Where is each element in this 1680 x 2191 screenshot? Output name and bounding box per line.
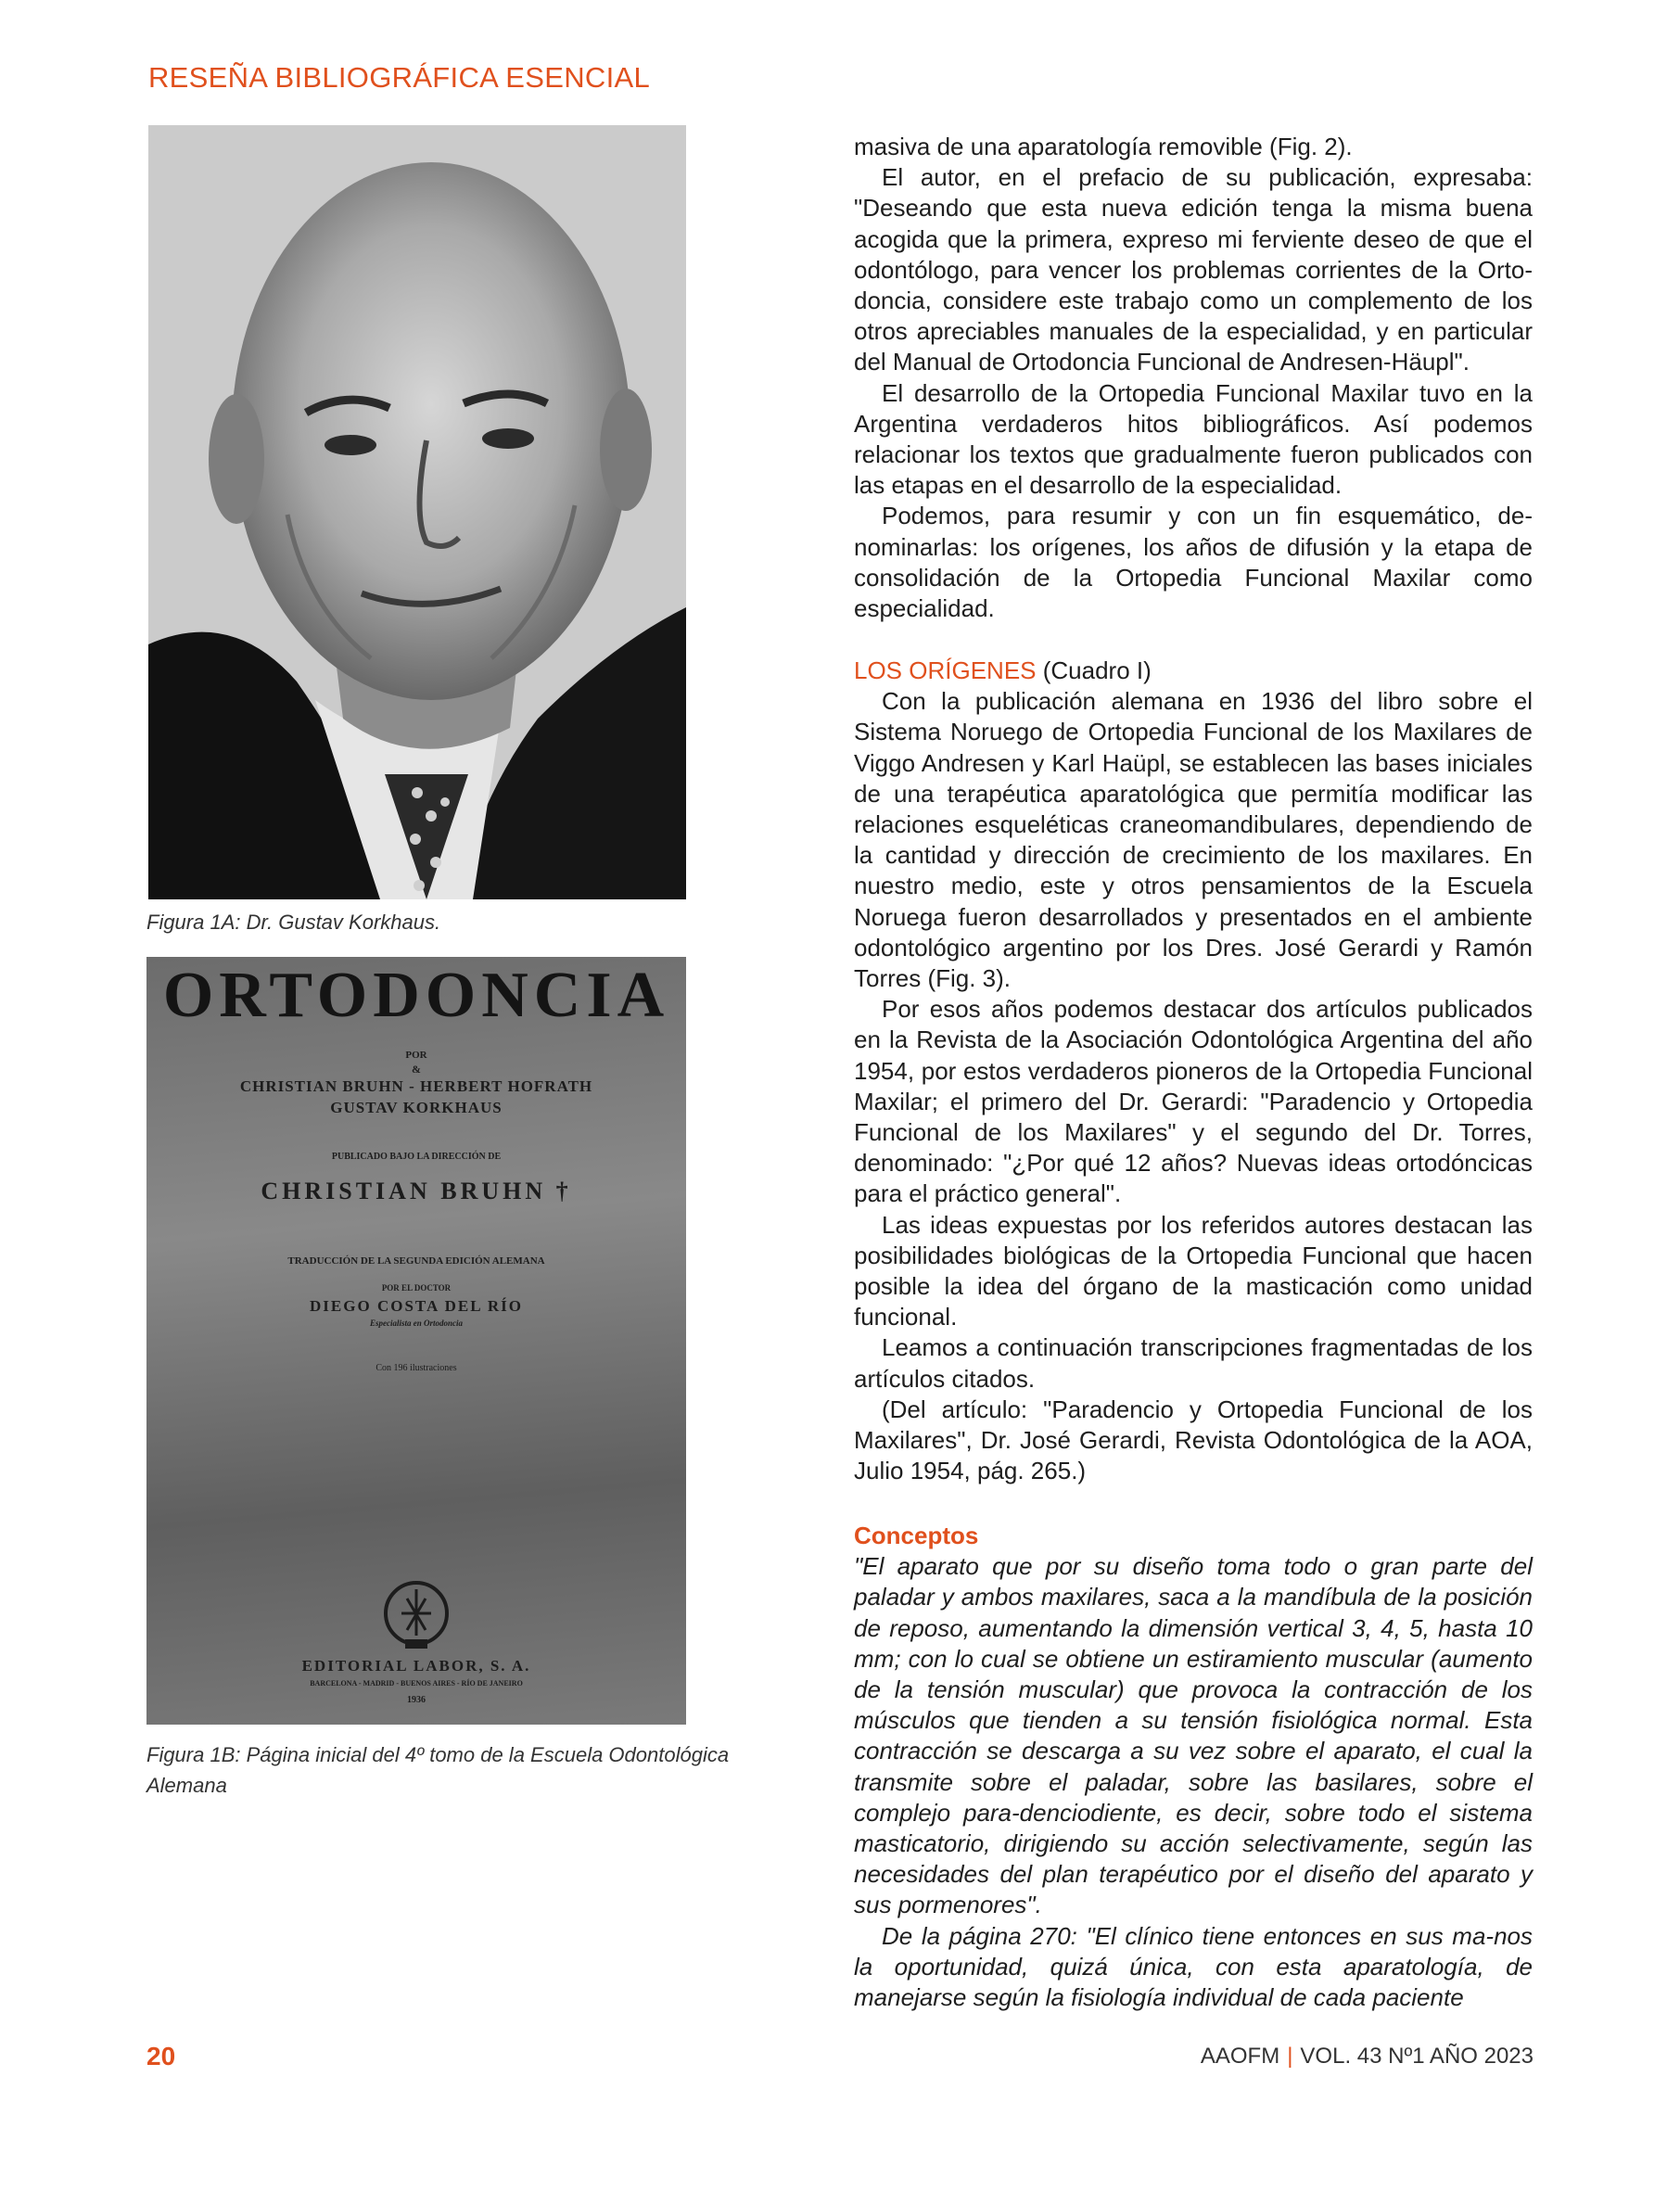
paragraph: Podemos, para resumir y con un fin esquemático, de-nominarlas: los orígenes, los años de difusión y la etapa de consolidación de la Ortopedia Funcional Maxilar como especialidad. — [854, 502, 1533, 623]
section-title: LOS ORÍGENES — [854, 656, 1037, 684]
journal-volume: VOL. 43 Nº1 AÑO 2023 — [1300, 2044, 1534, 2069]
book-amp: & — [412, 1063, 421, 1076]
book-translator: DIEGO COSTA DEL RÍO — [310, 1297, 523, 1315]
book-title: ORTODONCIA — [162, 960, 670, 1031]
book-year: 1936 — [407, 1695, 426, 1705]
book-translator-pre: POR EL DOCTOR — [381, 1283, 452, 1293]
paragraph: El autor, en el prefacio de su publicación, expresaba: "Deseando que esta nueva edición tenga la misma buena acogida que la primera, expreso mi ferviente deseo de que el odontólogo, para vencer los problemas corrientes de la Orto-doncia, considere este trabajo como un complemento de los otros apreciables manuales de la especialidad, y en particular del Manual de Ortodoncia Funcional de Andresen-Häupl". — [854, 163, 1533, 376]
paragraph: Con la publicación alemana en 1936 del libro sobre el Sistema Noruego de Ortopedia Funcional de los Maxilares de Viggo Andresen y Karl Haüpl, se establecen las bases iniciales de una terapéutica aparatológica que permitía modificar las relaciones esqueléticas craneomandibulares, dependiendo de la cantidad y dirección de crecimiento de los maxilares. En nuestro medio, este y otros pensamientos de la Escuela Noruega fueron desarrollados y presentados en el ambiente odontológico argentino por los Dres. José Gerardi y Ramón Torres (Fig. 3). — [854, 687, 1533, 993]
publisher-emblem-icon — [381, 1576, 452, 1656]
book-authors-line2: GUSTAV KORKHAUS — [330, 1099, 503, 1116]
figure-1b-caption: Figura 1B: Página inicial del 4º tomo de la Escuela Odontológica Alemana — [146, 1743, 730, 1797]
portrait-photo — [148, 125, 686, 899]
quote-paragraph: "El aparato que por su diseño toma todo o gran parte del paladar y ambos maxilares, saca a la mandíbula de la posición de reposo, aumentando la dimensión vertical 3, 4, 5, hasta 10 mm; con lo cual se obtiene un estiramiento muscular (aumento de la tensión muscular) que provoca la contracción de los músculos que tienden a su tensión fisiológica normal. Esta contracción se descarga a su vez sobre el aparato, el cual la transmite sobre el paladar, sobre las basilares, sobre el complejo para-denciodiente, es decir, sobre todo el sistema masticatorio, dirigiendo su acción selectivamente, según las necesidades del plan terapéutico por el diseño del aparato y sus pormenores". — [854, 1552, 1533, 1919]
paragraph: Por esos años podemos destacar dos artículos publicados en la Revista de la Asociación Odontológica Argentina del año 1954, por estos verdaderos pioneros de la Ortopedia Funcional Maxilar; el primero del Dr. Gerardi: "Paradencio y Ortopedia Funcional de los Maxilares" y el segundo del Dr. Torres, denominado: "¿Por qué 12 años? Nuevas ideas ortodóncicas para el práctico general". — [854, 995, 1533, 1208]
subsection-title: Conceptos — [854, 1522, 979, 1549]
article-section-origenes — [854, 656, 1533, 1486]
paragraph: masiva de una aparatología removible (Fig. 2). — [854, 133, 1353, 160]
paragraph: El desarrollo de la Ortopedia Funcional Maxilar tuvo en la Argentina verdaderos hitos bibliográficos. Así podemos relacionar los textos que gradualmente fueron publicados con las etapas en el desarrollo de la especialidad. — [854, 378, 1533, 500]
figure-1a-caption: Figura 1A: Dr. Gustav Korkhaus. — [146, 911, 441, 934]
journal-name: AAOFM — [1200, 2044, 1280, 2069]
page-number: 20 — [146, 2042, 176, 2070]
book-authors-line1: CHRISTIAN BRUHN - HERBERT HOFRATH — [239, 1077, 593, 1095]
article-column-top — [854, 132, 1533, 624]
section-heading — [854, 656, 1533, 686]
book-por: POR — [405, 1050, 427, 1061]
footer-separator: | — [1287, 2044, 1293, 2069]
book-cities: BARCELONA - MADRID - BUENOS AIRES - RÍO DE JANEIRO — [310, 1679, 523, 1688]
running-header: RESEÑA BIBLIOGRÁFICA ESENCIAL — [148, 61, 651, 94]
paragraph: Las ideas expuestas por los referidos autores destacan las posibilidades biológicas de la Ortopedia Funcional que hacen posible la idea del órgano de la masticación como unidad funcional. — [854, 1210, 1533, 1331]
section-suffix: (Cuadro I) — [1036, 656, 1152, 684]
quote-paragraph: De la página 270: "El clínico tiene entonces en sus ma-nos la oportunidad, quizá única, con esta aparatología, de manejarse según la fisiología individual de cada paciente — [854, 1921, 1533, 2012]
article-section-conceptos — [854, 1521, 1533, 2013]
book-translator-role: Especialista en Ortodoncia — [369, 1318, 463, 1328]
book-publisher: EDITORIAL LABOR, S. A. — [301, 1657, 531, 1675]
book-editor: CHRISTIAN BRUHN † — [261, 1178, 572, 1204]
book-cover-image — [146, 957, 686, 1725]
journal-footer — [1201, 2044, 1534, 2070]
book-direction: PUBLICADO BAJO LA DIRECCIÓN DE — [331, 1152, 502, 1162]
paragraph: (Del artículo: "Paradencio y Ortopedia Funcional de los Maxilares", Dr. José Gerardi, Revista Odontológica de la AOA, Julio 1954, pág. 265.) — [854, 1395, 1533, 1485]
book-illustrations: Con 196 ilustraciones — [375, 1363, 457, 1373]
book-translation: TRADUCCIÓN DE LA SEGUNDA EDICIÓN ALEMANA — [287, 1255, 545, 1267]
paragraph: Leamos a continuación transcripciones fragmentadas de los artículos citados. — [854, 1333, 1533, 1393]
